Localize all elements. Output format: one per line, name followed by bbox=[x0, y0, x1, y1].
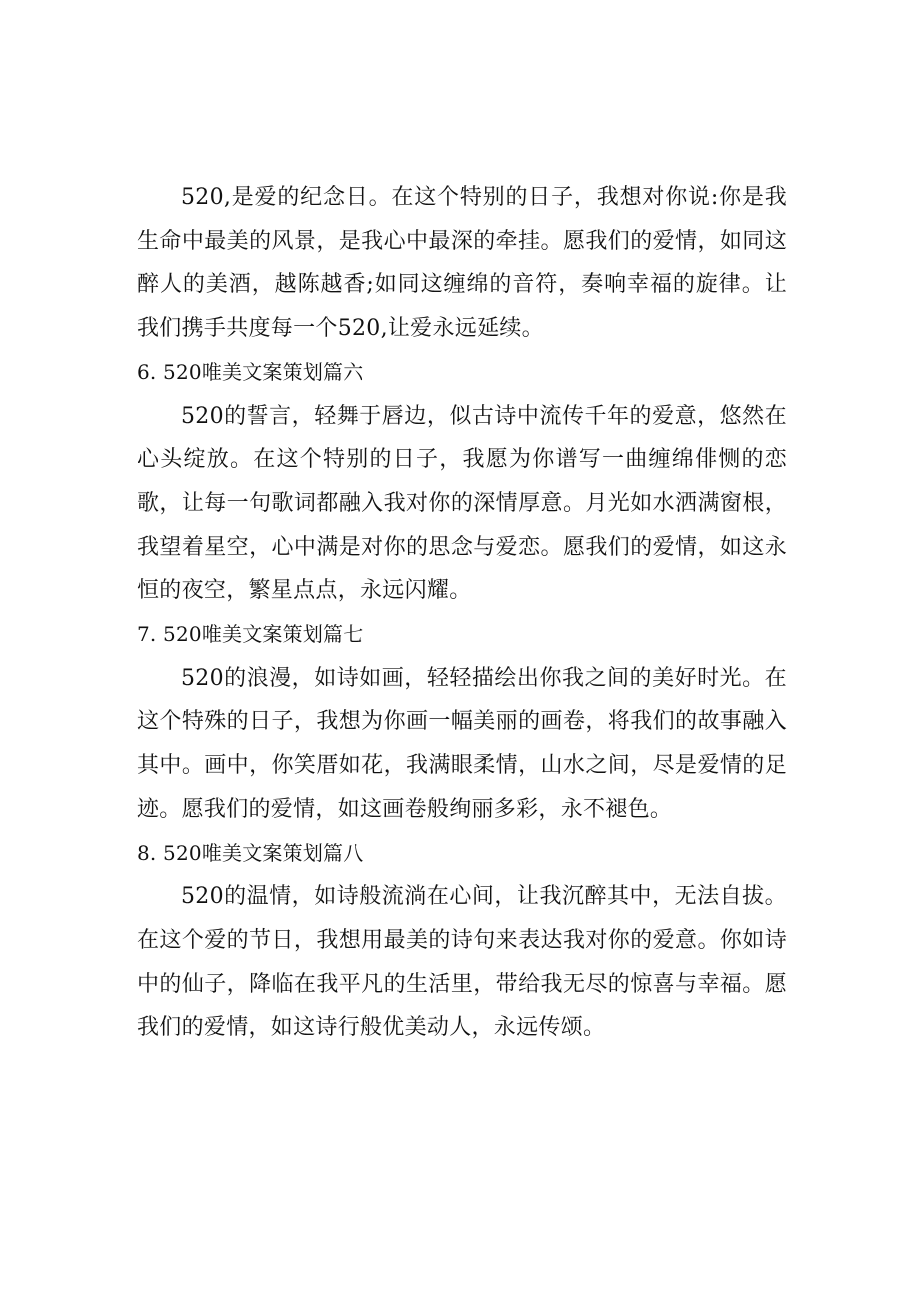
paragraph-section-8: 520的温情，如诗般流淌在心间，让我沉醉其中，无法自拔。在这个爱的节日，我想用最美的诗句来表达我对你的爱意。你如诗中的仙子，降临在我平凡的生活里，带给我无尽的惊喜与幸福。愿我们的爱情，如这诗行般优美动人，永远传颂。 bbox=[137, 884, 787, 1041]
section-heading-8: 8. 520唯美文案策划篇八 bbox=[137, 840, 364, 865]
paragraph-section-6: 520的誓言，轻舞于唇边，似古诗中流传千年的爱意，悠然在心头绽放。在这个特别的日子，我愿为你谱写一曲缠绵俳恻的恋歌，让每一句歌词都融入我对你的深情厚意。月光如水洒满窗根，我望着星空，心中满是对你的思念与爱恋。愿我们的爱情，如这永恒的夜空，繁星点点，永远闪耀。 bbox=[137, 403, 787, 604]
paragraph-section-7: 520的浪漫，如诗如画，轻轻描绘出你我之间的美好时光。在这个特殊的日子，我想为你画一幅美丽的画卷，将我们的故事融入其中。画中，你笑厝如花，我满眼柔情，山水之间，尽是爱情的足迹。愿我们的爱情，如这画卷般绚丽多彩，永不褪色。 bbox=[137, 665, 787, 822]
section-heading-6: 6. 520唯美文案策划篇六 bbox=[137, 359, 364, 384]
section-heading-7: 7. 520唯美文案策划篇七 bbox=[137, 622, 364, 647]
paragraph-intro: 520,是爱的纪念日。在这个特别的日子，我想对你说:你是我生命中最美的风景，是我心中最深的牵挂。愿我们的爱情，如同这醉人的美酒，越陈越香;如同这缠绵的音符，奏响幸福的旋律。让我们携手共度每一个520,让爱永远延续。 bbox=[137, 185, 787, 342]
document-page bbox=[137, 176, 787, 1050]
